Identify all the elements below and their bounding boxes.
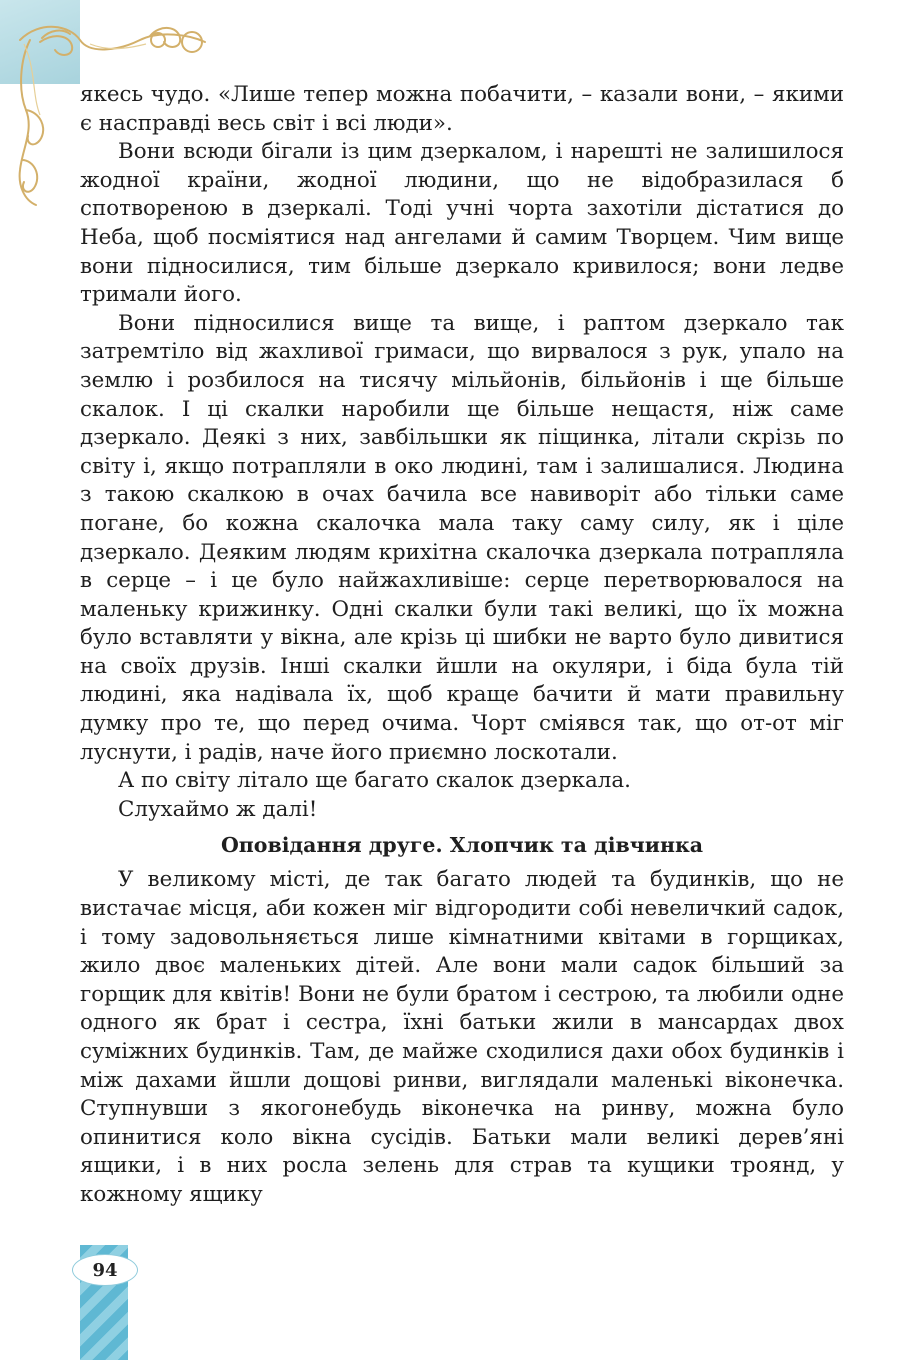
paragraph-1: якесь чудо. «Лише тепер можна побачити, – казали вони, – якими є насправді весь світ і всі люди». <box>80 82 844 136</box>
article-text <box>80 81 844 1210</box>
paragraph-6: У великому місті, де так багато людей та будинків, що не вистачає місця, аби кожен міг відгородити собі невеличкий садок, і тому задовольняється лише кімнатними квітами в горщиках, жило двоє маленьких дітей. Але вони мали садок більший за горщик для квітів! Вони не були братом і сестрою, та любили одне одного як брат і сестра, їхні батьки жили в мансардах двох суміжних будинків. Там, де майже сходилися дахи обох будинків і між дахами йшли дощові ринви, виглядали маленькі віконечка. Ступнувши з якогонебудь віконечка на ринву, можна було опинитися коло вікна сусідів. Батьки мали великі дерев’яні ящики, і в них росла зелень для страв та кущики троянд, у кожному ящику <box>80 867 844 1207</box>
paragraph-3: Вони підносилися вище та вище, і раптом дзеркало так затремтіло від жахливої гримаси, що вирвалося з рук, упало на землю і розбилося на тисячу мільйонів, більйонів і ще більше скалок. І ці скалки наробили ще більше нещастя, ніж саме дзеркало. Деякі з них, завбільшки як піщинка, літали скрізь по світу і, якщо потрапляли в око людині, там і залишалися. Людина з такою скалкою в очах бачила все навиворіт або тільки саме погане, бо кожна скалочка мала таку саму силу, як і ціле дзеркало. Деяким людям крихітна скалочка дзеркала потрапляла в серце – і це було найжахливіше: серце перетворювалося на маленьку крижинку. Одні скалки були такі великі, що їх можна було вставляти у вікна, але крізь ці шибки не варто було дивитися на своїх друзів. Інші скалки йшли на окуляри, і біда була тій людині, яка надівала їх, щоб краще бачити й мати правильну думку про те, що перед очима. Чорт сміявся так, що от-от міг луснути, і радів, наче його приємно лоскотали. <box>80 310 844 765</box>
page-number: 94 <box>72 1254 138 1286</box>
paragraph-5: Слухаймо ж далі! <box>118 796 318 822</box>
paragraph-4: А по світу літало ще багато скалок дзеркала. <box>118 768 631 794</box>
section-heading: Оповідання друге. Хлопчик та дівчинка <box>220 833 704 858</box>
paragraph-2: Вони всюди бігали із цим дзеркалом, і нарешті не залишилося жодної країни, жодної людини, що не відобразилася б спотвореною в дзеркалі. Тоді учні чорта захотіли дістатися до Неба, щоб посміятися над ангелами й самим Творцем. Чим вище вони підносилися, тим більше дзеркало кривилося; вони ледве тримали його. <box>80 139 844 308</box>
